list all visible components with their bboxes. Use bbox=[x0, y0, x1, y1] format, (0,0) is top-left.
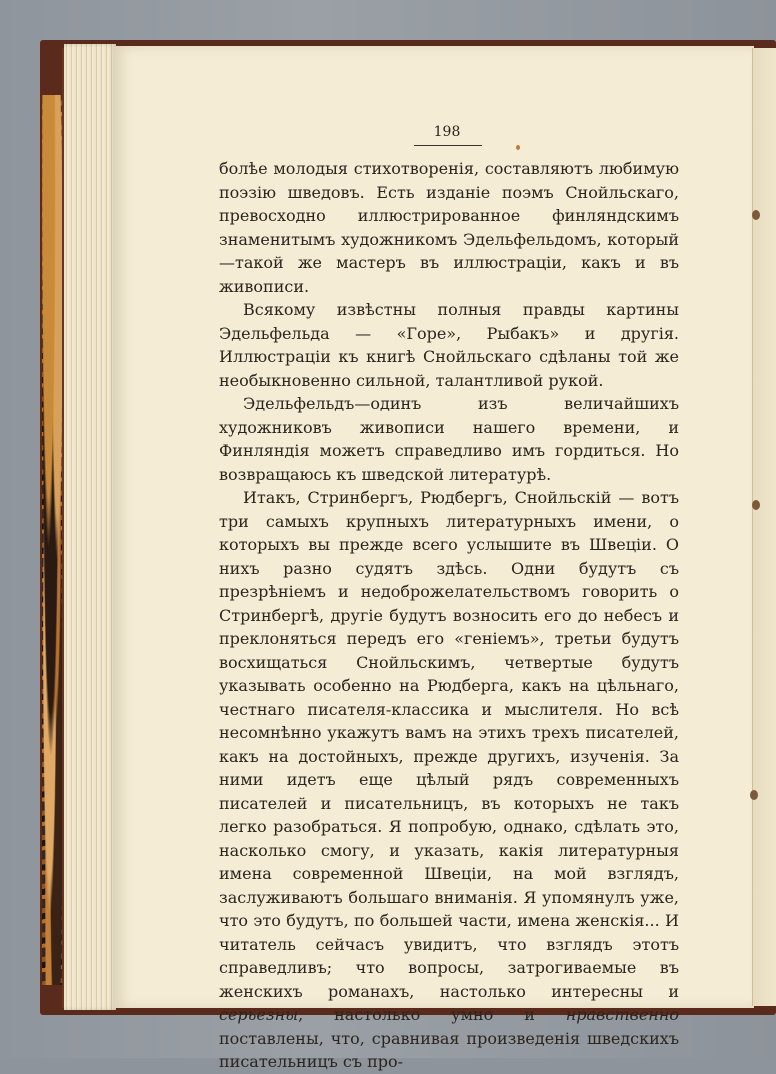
paragraph: Эдельфельдъ—одинъ изъ величайшихъ художниковъ живописи нашего времени, и Финляндія можетъ справедливо имъ гордиться. Но возвращаюсь къ шведской литературѣ. bbox=[219, 394, 679, 484]
paragraph: болѣе молодыя стихотворенія, составляютъ любимую поэзію шведовъ. Есть изданіе поэмъ Снойльскаго, превосходно иллюстрированное финляндскимъ знаменитымъ художникомъ Эдельфельдомъ, который—такой же мастеръ въ иллюстраціи, какъ и въ живописи. bbox=[219, 159, 679, 296]
body-text bbox=[219, 157, 679, 1074]
paper-stain bbox=[516, 145, 520, 150]
text-run: , настолько умно и bbox=[298, 1005, 566, 1024]
marbled-edge bbox=[42, 95, 64, 985]
binding-thread-icon bbox=[752, 210, 760, 220]
binding-thread-icon bbox=[750, 790, 758, 800]
page-stack-edge bbox=[64, 44, 116, 1010]
facing-leaf-edge bbox=[752, 48, 776, 1006]
text-run: поставлены, что, сравнивая произведенія шведскихъ писательницъ съ про- bbox=[219, 1028, 679, 1071]
paragraph bbox=[219, 486, 679, 1074]
italic-word: нравственно bbox=[565, 1005, 679, 1024]
paragraph: Всякому извѣстны полныя правды картины Эдельфельда — «Горе», Рыбакъ» и другія. Иллюстраціи къ книгѣ Снойльскаго сдѣланы той же необыкновенно сильной, талантливой рукой. bbox=[219, 300, 679, 390]
italic-word: серьезны bbox=[219, 1005, 299, 1024]
paragraph-text: Итакъ, Стринбергъ, Рюдбергъ, Снойльскій — вотъ три самыхъ крупныхъ литературныхъ имени, о которыхъ вы прежде всего услышите въ Швеціи. О нихъ разно судятъ здѣсь. Одни будутъ съ презрѣніемъ и недоброжелательствомъ говорить о Стринбергѣ, другіе будутъ возносить его до небесъ и преклоняться передъ его «геніемъ», третьи будутъ восхищаться Снойльскимъ, четвертые будутъ указывать особенно на Рюдберга, какъ на цѣльнаго, честнаго писателя-классика и мыслителя. Но всѣ несомнѣнно укажутъ вамъ на этихъ трехъ писателей, какъ на достойныхъ, прежде другихъ, изученія. За ними идетъ еще цѣлый рядъ современныхъ писателей и писательницъ, въ которыхъ не такъ легко разобраться. Я попробую, однако, сдѣлать это, насколько смогу, и указать, какія литературныя имена современной Швеціи, на мой взглядъ, заслуживаютъ большаго вниманія. Я упомянулъ уже, что это будутъ, по большей части, имена женскія... И читатель сейчасъ увидитъ, что взглядъ этотъ справедливъ; что вопросы, затрогиваемые въ женскихъ романахъ, настолько интересны и bbox=[219, 488, 679, 1001]
page-number: 198 bbox=[433, 124, 461, 140]
header-rule bbox=[414, 145, 482, 146]
binding-thread-icon bbox=[752, 500, 760, 510]
